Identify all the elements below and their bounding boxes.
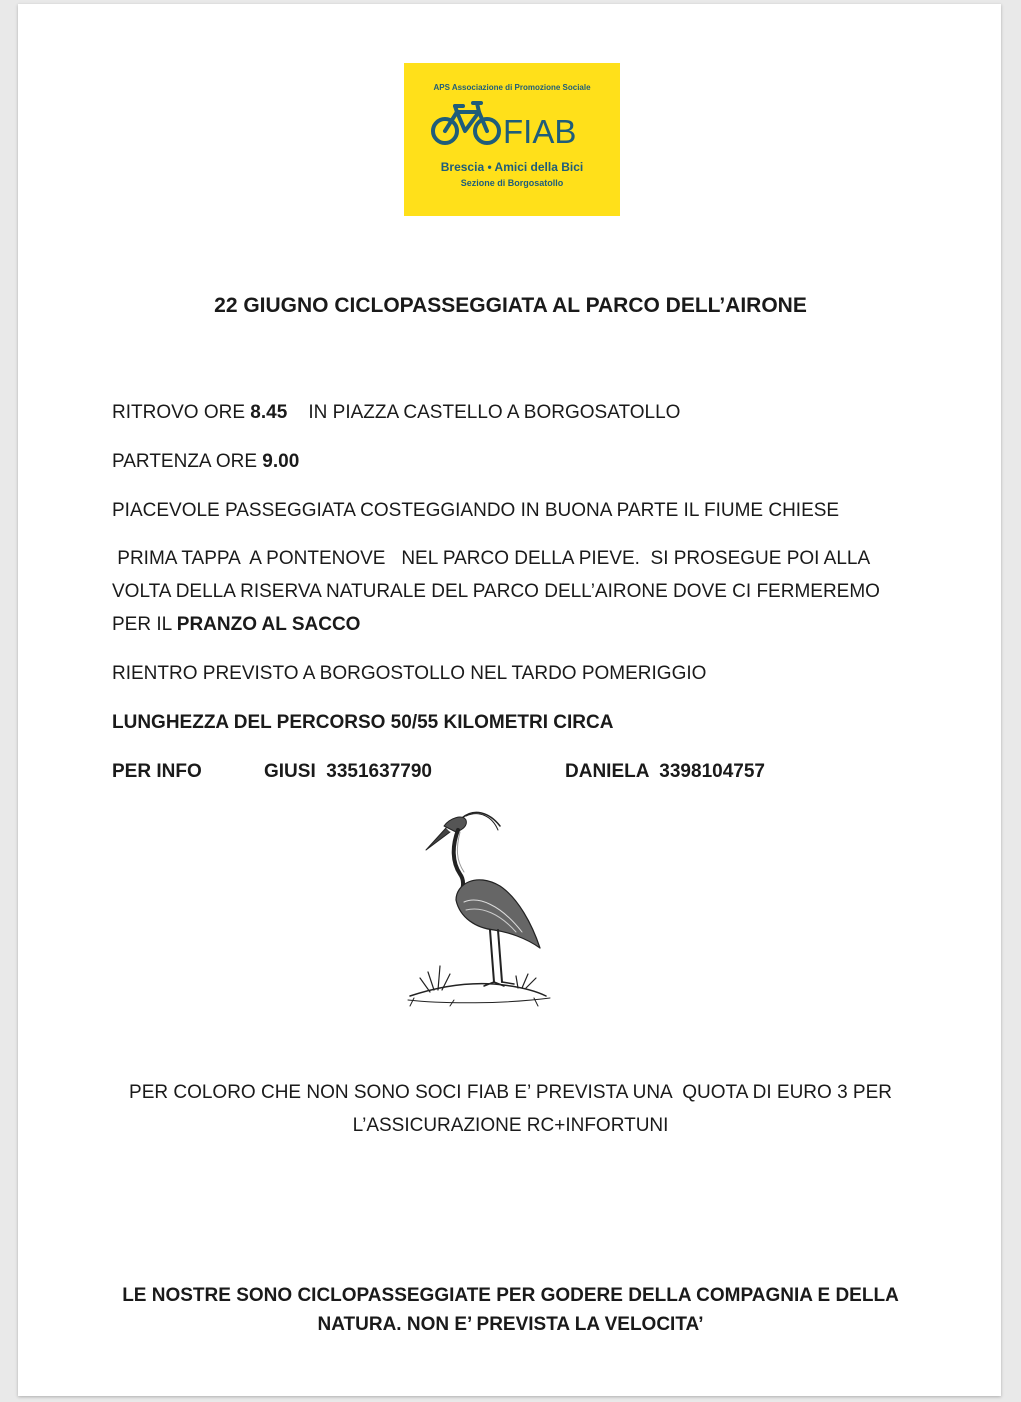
insurance-line-2: L’ASSICURAZIONE RC+INFORTUNI [352,1115,669,1136]
pranzo-text: PRANZO AL SACCO [176,614,361,635]
page-title: 22 GIUGNO CICLOPASSEGGIATA AL PARCO DELL’AIRONE [214,294,807,317]
info-contact-giusi: GIUSI 3351637790 [264,761,432,782]
description-line-4 [112,614,360,636]
fiab-logo [404,63,620,216]
logo-name: FIAB [503,113,577,150]
lunghezza-line: LUNGHEZZA DEL PERCORSO 50/55 KILOMETRI CIRCA [112,712,614,733]
ritrovo-label: RITROVO ORE [112,402,251,423]
logo-subtitle: Brescia • Amici della Bici [440,160,584,174]
info-contact-daniela: DANIELA 3398104757 [565,761,765,782]
closing-line-2: NATURA. NON E’ PREVISTA LA VELOCITA’ [317,1314,704,1335]
description-line-4-prefix: PER IL [112,614,177,635]
description-line-2: PRIMA TAPPA A PONTENOVE NEL PARCO DELLA PIEVE. SI PROSEGUE POI ALLA [112,548,871,569]
partenza-line [112,451,299,473]
partenza-time: 9.00 [262,451,300,472]
partenza-label: PARTENZA ORE [112,451,263,472]
insurance-line-1: PER COLORO CHE NON SONO SOCI FIAB E’ PREVISTA UNA QUOTA DI EURO 3 PER [129,1082,892,1103]
ritrovo-line [112,402,680,424]
logo-section: Sezione di Borgosatollo [460,178,564,188]
ritrovo-place: IN PIAZZA CASTELLO A BORGOSATOLLO [287,402,681,423]
description-line-1: PIACEVOLE PASSEGGIATA COSTEGGIANDO IN BUONA PARTE IL FIUME CHIESE [112,500,840,521]
logo-aps-text: APS Associazione di Promozione Sociale [433,83,591,92]
closing-line-1: LE NOSTRE SONO CICLOPASSEGGIATE PER GODERE DELLA COMPAGNIA E DELLA [122,1285,899,1306]
ritrovo-time: 8.45 [250,402,288,423]
info-label: PER INFO [112,761,202,782]
description-line-3: VOLTA DELLA RISERVA NATURALE DEL PARCO DELL’AIRONE DOVE CI FERMEREMO [112,581,880,602]
rientro-line: RIENTRO PREVISTO A BORGOSTOLLO NEL TARDO POMERIGGIO [112,663,707,684]
heron-icon [404,806,554,1011]
bicycle-icon [431,98,501,148]
